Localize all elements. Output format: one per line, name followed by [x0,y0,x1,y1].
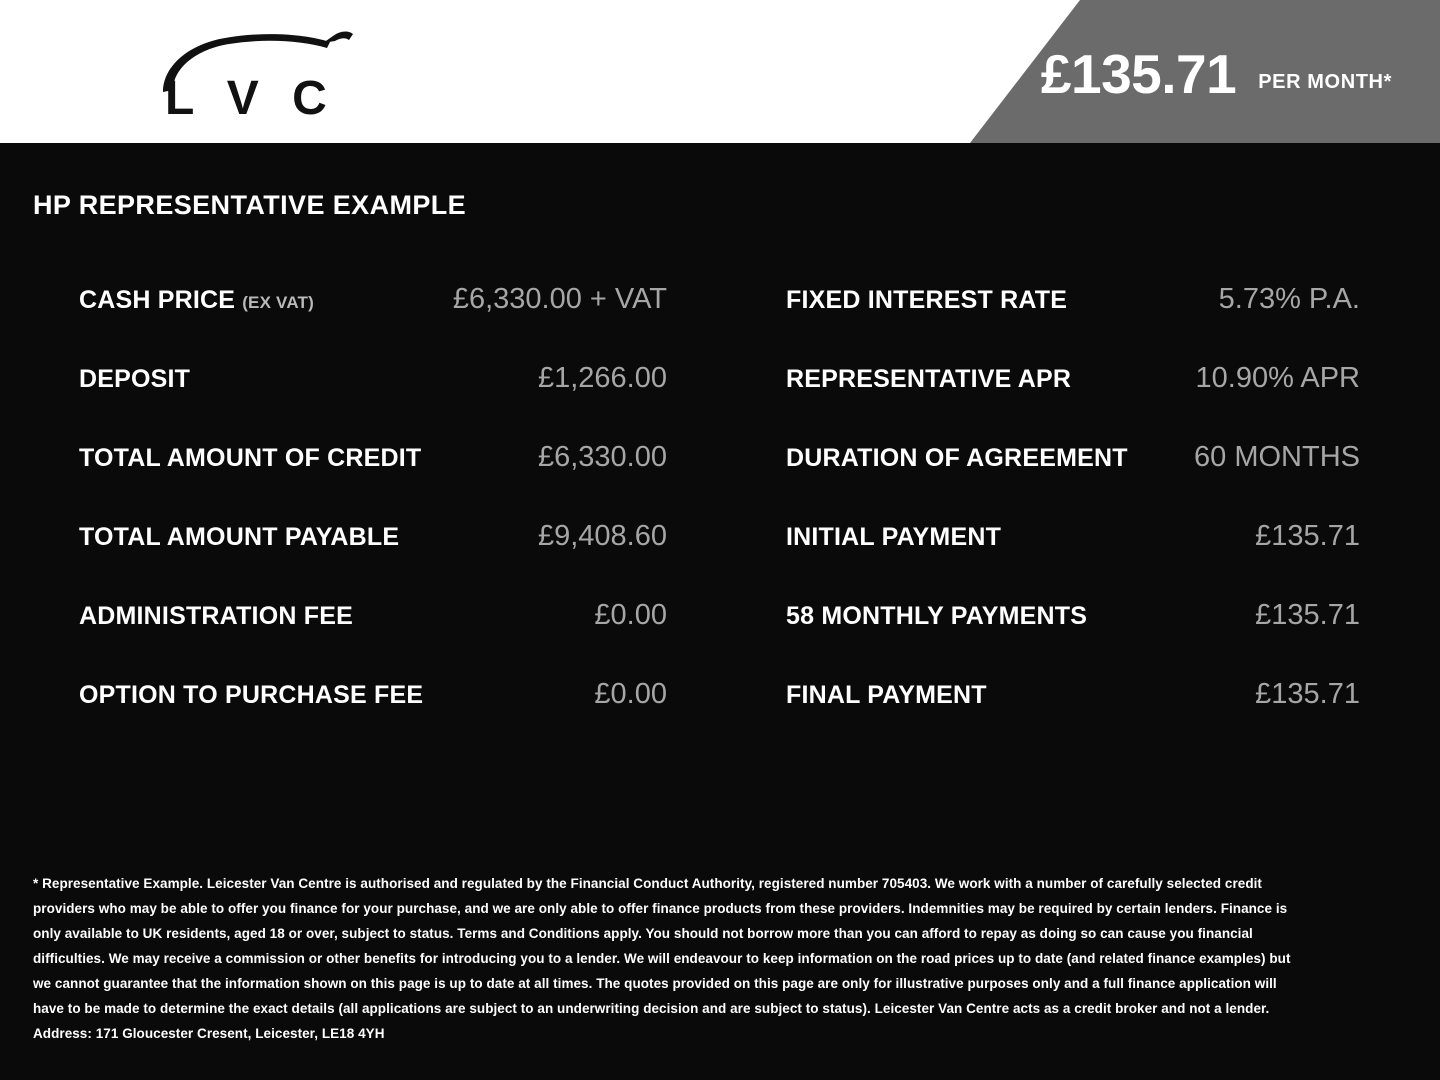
table-row [79,520,667,599]
row-label-text: INITIAL PAYMENT [786,523,1002,551]
row-label-text: DEPOSIT [79,365,191,393]
row-label [79,444,421,473]
page-header [0,0,1440,143]
price-period: PER MONTH* [1258,71,1392,93]
table-row [786,599,1360,678]
finance-column-right [720,283,1440,757]
page-title: HP REPRESENTATIVE EXAMPLE [33,190,467,220]
row-label [786,286,1067,315]
row-label [786,681,987,710]
row-value: 10.90% APR [1195,362,1360,394]
row-value: £1,266.00 [537,362,667,394]
row-label [786,523,1001,552]
row-value: £6,330.00 + VAT [452,283,667,315]
row-label [786,444,1128,473]
row-value: £0.00 [594,678,667,710]
row-value: £135.71 [1255,599,1360,631]
row-label-text: OPTION TO PURCHASE FEE [79,681,424,709]
table-row [79,678,667,757]
svg-text:L V C: L V C [165,72,337,122]
disclaimer-text: * Representative Example. Leicester Van Centre is authorised and regulated by the Financial Conduct Authority, registered number 705403. We work with a number of carefully selected credit providers who may be able to offer you finance for your purchase, and we are only able to offer finance products from these providers. Indemnities may be required by certain lenders. Finance is only available to UK residents, aged 18 or over, subject to status. Terms and Conditions apply. You should not borrow more than you can afford to repay as doing so can cause you financial difficulties. We may receive a commission or other benefits for introducing you to a lender. We will endeavour to keep information on the road prices up to date (and related finance examples) but we cannot guarantee that the information shown on this page is up to date at all times. The quotes provided on this page are only for illustrative purposes only and a full finance application will have to be made to determine the exact details (all applications are subject to an underwriting decision and are subject to status). Leicester Van Centre acts as a credit broker and not a lender. Address: 171 Gloucester Cresent, Leicester, LE18 4YH [33,876,1291,1041]
lvc-logo [155,22,455,122]
row-value: £135.71 [1255,520,1360,552]
row-label-text: REPRESENTATIVE APR [786,365,1072,393]
table-row [79,441,667,520]
price-amount: £135.71 [1040,43,1237,105]
row-label-text: TOTAL AMOUNT PAYABLE [79,523,400,551]
table-row [79,283,667,362]
row-label [786,602,1087,631]
row-value: £135.71 [1255,678,1360,710]
row-label [79,286,314,315]
row-label-text: CASH PRICE [79,286,236,314]
table-row [786,283,1360,362]
finance-details-table [0,283,1440,757]
table-row [786,362,1360,441]
row-label [79,602,353,631]
row-label-text: FINAL PAYMENT [786,681,987,709]
row-value: £0.00 [594,599,667,631]
row-label [79,523,399,552]
row-label-text: 58 MONTHLY PAYMENTS [786,602,1088,630]
row-value: £6,330.00 [537,441,667,473]
table-row [786,441,1360,520]
table-row [79,362,667,441]
table-row [786,678,1360,757]
row-label [786,365,1071,394]
table-row [79,599,667,678]
monthly-price [1040,43,1392,105]
row-label-text: FIXED INTEREST RATE [786,286,1068,314]
row-label [79,365,190,394]
row-sublabel: (EX VAT) [242,293,314,312]
row-label-text: TOTAL AMOUNT OF CREDIT [79,444,422,472]
table-row [786,520,1360,599]
row-label-text: DURATION OF AGREEMENT [786,444,1128,472]
row-value: 5.73% P.A. [1218,283,1360,315]
row-value: 60 MONTHS [1194,441,1360,473]
finance-column-left [0,283,720,757]
row-label-text: ADMINISTRATION FEE [79,602,353,630]
row-label [79,681,423,710]
page-content [0,143,1440,1080]
row-value: £9,408.60 [537,520,667,552]
